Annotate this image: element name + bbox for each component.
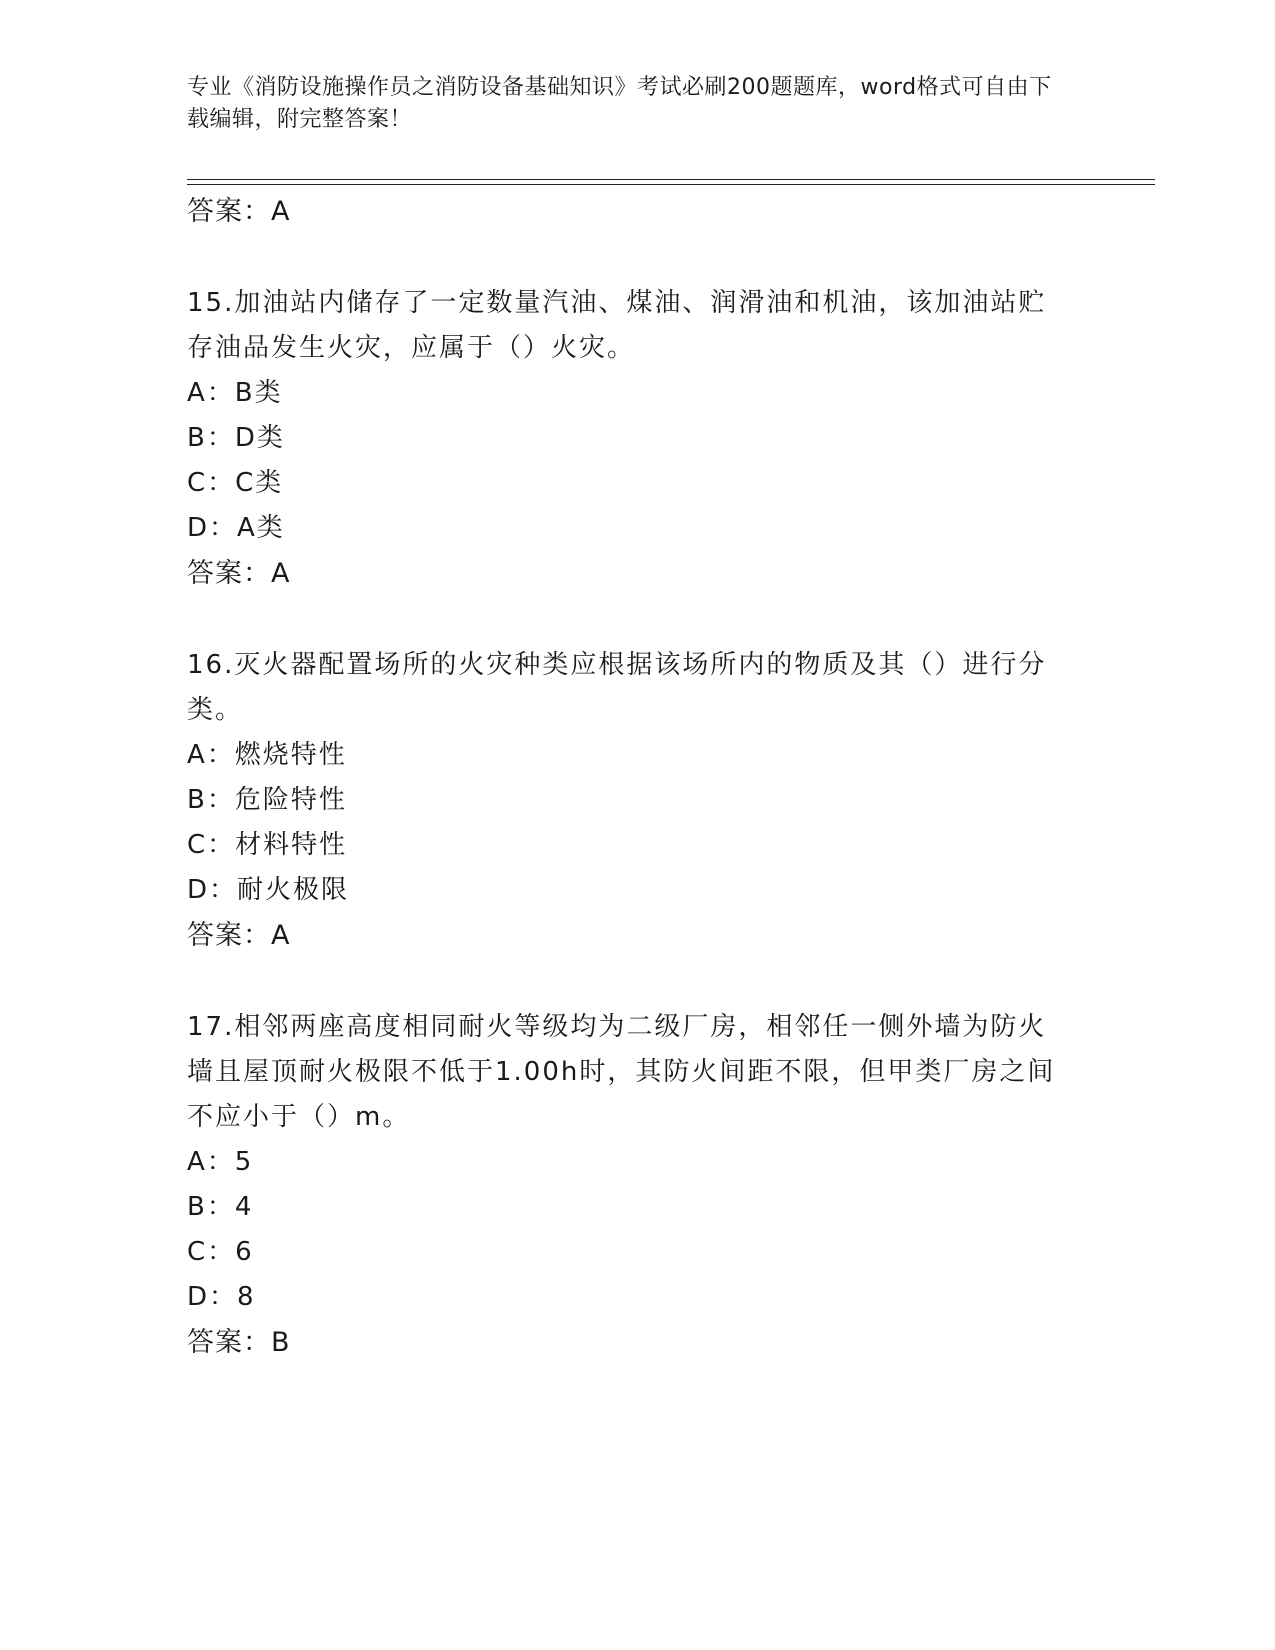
answer-line: 答案：A (187, 558, 291, 589)
answer-line: 答案：A (187, 196, 291, 227)
option-a: A：5 (187, 1147, 254, 1177)
option-a: A：B类 (187, 378, 283, 408)
option-d: D：耐火极限 (187, 875, 350, 905)
question-block (187, 281, 1087, 596)
question-stem: 15.加油站内储存了一定数量汽油、煤油、润滑油和机油，该加油站贮存油品发生火灾，应属于（）火灾。 (187, 288, 1047, 363)
document-body (187, 189, 1087, 1365)
option-b: B：4 (187, 1192, 254, 1222)
option-c: C：材料特性 (187, 830, 348, 860)
question-stem: 17.相邻两座高度相同耐火等级均为二级厂房，相邻任一侧外墙为防火墙且屋顶耐火极限不低于1.00h时，其防火间距不限，但甲类厂房之间不应小于（）m。 (187, 1012, 1056, 1132)
option-c: C：6 (187, 1237, 254, 1267)
option-c: C：C类 (187, 468, 284, 498)
question-block (187, 643, 1087, 958)
option-a: A：燃烧特性 (187, 740, 347, 770)
header-rule-bottom (187, 184, 1155, 185)
header-rule-top (187, 179, 1155, 180)
answer-line: 答案：A (187, 920, 291, 951)
question-stem: 16.灭火器配置场所的火灾种类应根据该场所内的物质及其（）进行分类。 (187, 650, 1047, 725)
option-d: D：A类 (187, 513, 285, 543)
answer-line: 答案：B (187, 1327, 291, 1358)
question-block (187, 1005, 1087, 1365)
option-d: D：8 (187, 1282, 256, 1312)
document-header: 专业《消防设施操作员之消防设备基础知识》考试必刷200题题库，word格式可自由下载编辑，附完整答案！ (187, 75, 1052, 132)
option-b: B：危险特性 (187, 785, 347, 815)
option-b: B：D类 (187, 423, 285, 453)
